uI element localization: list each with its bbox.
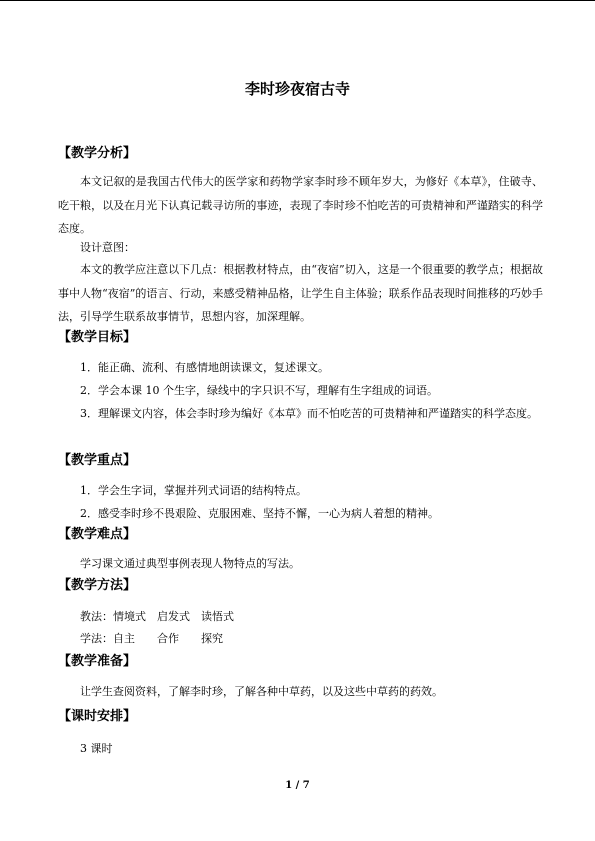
analysis-paragraph-2: 本文的教学应注意以下几点：根据教材特点，由“夜宿”切入，这是一个很重要的教学点；根据故事中人物“夜宿”的语言、行动，来感受精神品格，让学生自主体验；联系作品表现时间推移的巧妙手法，引导学生联系故事情节，思想内容，加深理解。 [58,263,543,323]
page-number: 1 / 7 [285,780,310,791]
section-heading-goals: 【教学目标】 [58,330,137,345]
schedule-text: 3 课时 [80,742,113,755]
document-title: 李时珍夜宿古寺 [244,80,350,98]
teaching-methods: 教法：情境式 启发式 读悟式 [80,610,234,623]
goal-item-3: 3．理解课文内容，体会李时珍为编好《本草》而不怕吃苦的可贵精神和严谨踏实的科学态度。 [80,407,538,420]
learning-methods: 学法：自主 合作 探究 [80,632,223,645]
section-heading-preparation: 【教学准备】 [58,654,137,669]
difficulty-text: 学习课文通过典型事例表现人物特点的写法。 [80,557,300,570]
key-point-item-1: 1．学会生字词，掌握并列式词语的结构特点。 [80,484,307,497]
section-heading-key-points: 【教学重点】 [58,453,137,468]
design-intent-label: 设计意图： [80,241,135,254]
key-point-item-2: 2．感受李时珍不畏艰险、克服困难、坚持不懈，一心为病人着想的精神。 [80,507,439,520]
goal-item-1: 1．能正确、流利、有感情地朗读课文，复述课文。 [80,361,329,374]
analysis-paragraph-1: 本文记叙的是我国古代伟大的医学家和药物学家李时珍不顾年岁大，为修好《本草》，住破寺、吃干粮，以及在月光下认真记载寻访所的事迹，表现了李时珍不怕吃苦的可贵精神和严谨踏实的科学态度。 [58,175,543,235]
section-heading-schedule: 【课时安排】 [58,709,137,724]
section-heading-analysis: 【教学分析】 [58,146,137,161]
goal-item-2: 2．学会本课 10 个生字，绿线中的字只识不写，理解有生字组成的词语。 [80,384,438,397]
section-heading-methods: 【教学方法】 [58,578,137,593]
preparation-text: 让学生查阅资料，了解李时珍，了解各种中草药，以及这些中草药的药效。 [80,685,443,698]
section-heading-difficulties: 【教学难点】 [58,527,137,542]
